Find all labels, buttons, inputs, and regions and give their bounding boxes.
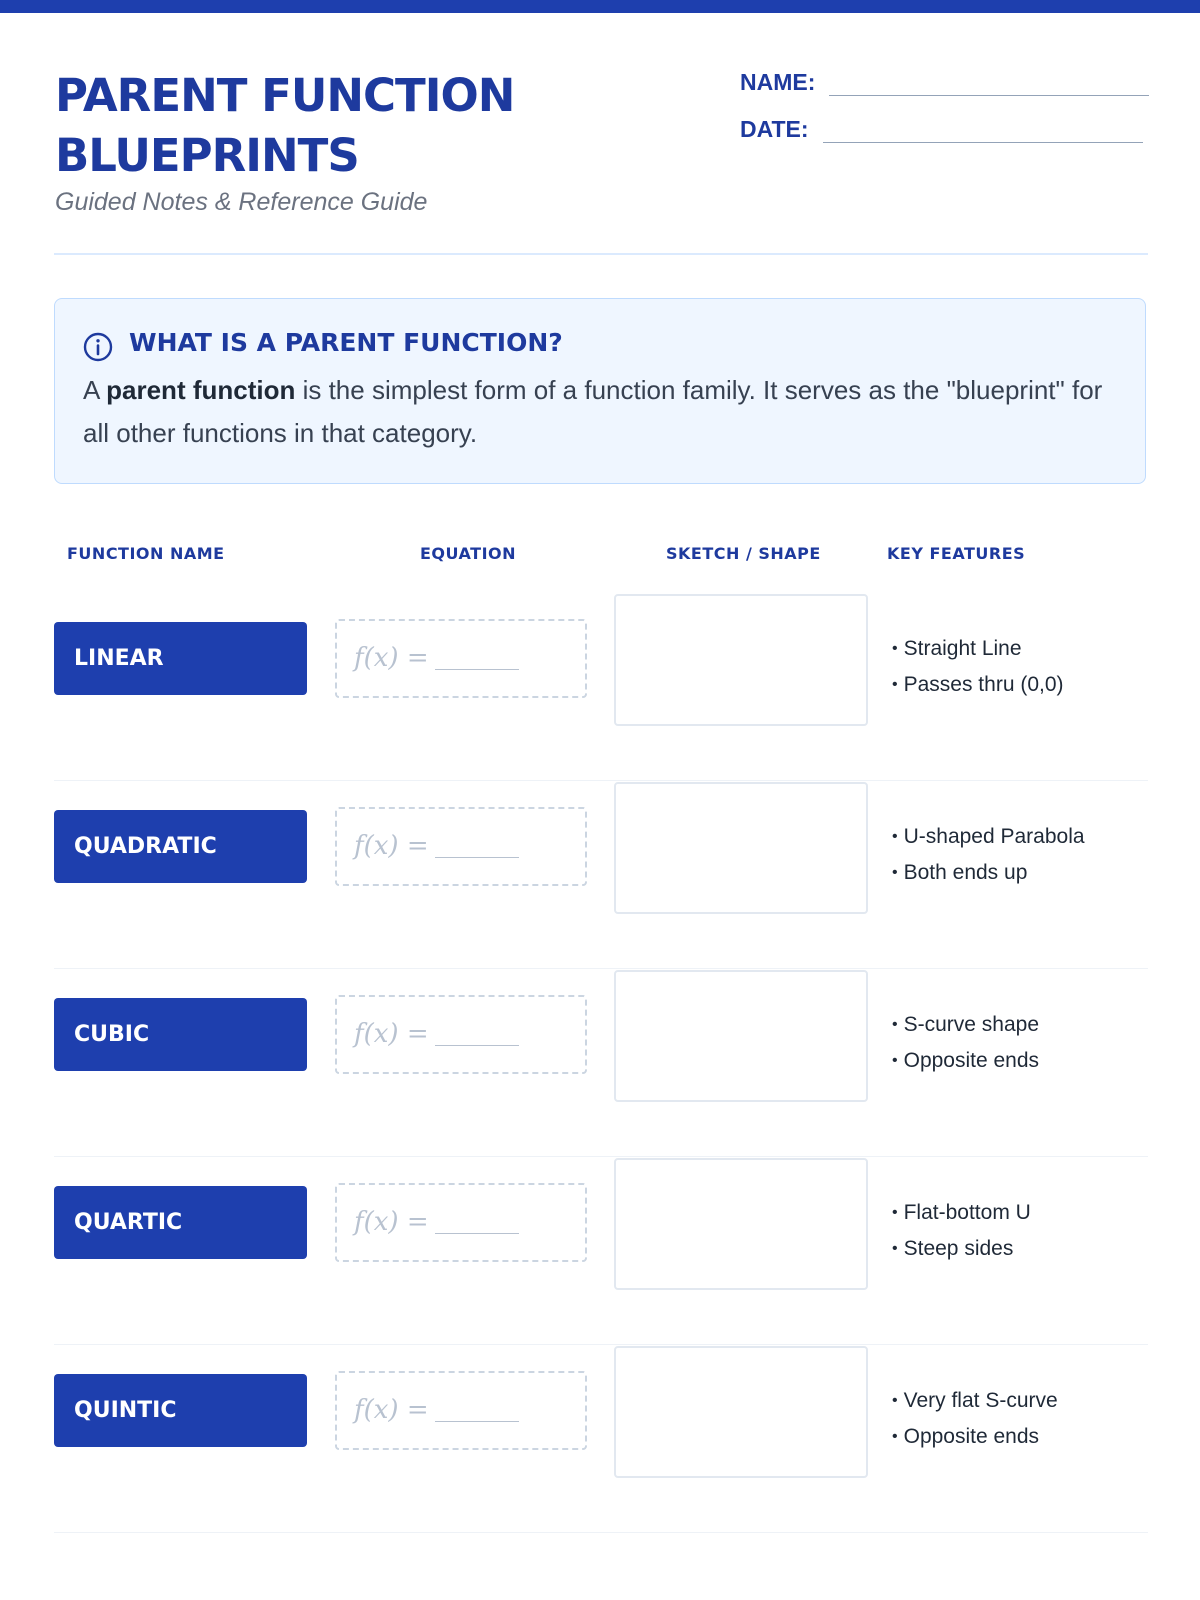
equation-blank-box[interactable] xyxy=(335,807,587,886)
sketch-box[interactable] xyxy=(614,1346,868,1478)
key-features-list xyxy=(892,1196,1031,1268)
equation-blank-line xyxy=(435,669,519,670)
key-features-list xyxy=(892,820,1085,892)
equation-blank-box[interactable] xyxy=(335,995,587,1074)
info-heading: WHAT IS A PARENT FUNCTION? xyxy=(129,328,563,357)
key-feature-item: • Opposite ends xyxy=(892,1044,1039,1080)
column-header-equation: EQUATION xyxy=(420,544,517,563)
column-header-sketch: SKETCH / SHAPE xyxy=(666,544,821,563)
key-features-list xyxy=(892,1384,1058,1456)
page-subtitle: Guided Notes & Reference Guide xyxy=(55,188,428,216)
column-header-key-features: KEY FEATURES xyxy=(887,544,1026,563)
equation-blank-line xyxy=(435,1233,519,1234)
name-label: NAME: xyxy=(740,69,816,95)
sketch-box[interactable] xyxy=(614,782,868,914)
top-accent-bar xyxy=(0,0,1200,13)
info-text-bold-term: parent function xyxy=(106,375,296,405)
key-feature-item: • U-shaped Parabola xyxy=(892,820,1085,856)
sketch-box[interactable] xyxy=(614,1158,868,1290)
column-header-function-name: FUNCTION NAME xyxy=(67,544,225,563)
equation-blank-box[interactable] xyxy=(335,1183,587,1262)
function-name-badge: QUARTIC xyxy=(54,1186,307,1259)
sketch-box[interactable] xyxy=(614,594,868,726)
info-text-start: A xyxy=(83,375,107,405)
key-feature-item: • Flat-bottom U xyxy=(892,1196,1031,1232)
equation-prompt: f(x) = xyxy=(354,1019,429,1049)
sketch-box[interactable] xyxy=(614,970,868,1102)
name-field xyxy=(740,68,1149,96)
table-row xyxy=(54,968,1148,1157)
key-feature-item: • Straight Line xyxy=(892,632,1064,668)
table-row xyxy=(54,780,1148,969)
page-title xyxy=(55,66,514,186)
page-title-line-1: PARENT FUNCTION xyxy=(55,69,515,122)
equation-blank-line xyxy=(435,857,519,858)
key-feature-item: • Steep sides xyxy=(892,1232,1031,1268)
page-title-line-2: BLUEPRINTS xyxy=(55,129,359,182)
table-row xyxy=(54,1156,1148,1345)
info-circle-icon xyxy=(83,332,113,362)
table-row xyxy=(54,1344,1148,1533)
key-feature-item: • S-curve shape xyxy=(892,1008,1039,1044)
key-feature-item: • Very flat S-curve xyxy=(892,1384,1058,1420)
equation-prompt: f(x) = xyxy=(354,1207,429,1237)
equation-blank-box[interactable] xyxy=(335,1371,587,1450)
key-features-list xyxy=(892,1008,1039,1080)
date-label: DATE: xyxy=(740,116,809,142)
info-text-rest: is the simplest form of a function family. It serves as the "blueprint" for all other functions in that category. xyxy=(83,375,1103,448)
function-name-badge: QUADRATIC xyxy=(54,810,307,883)
key-features-list xyxy=(892,632,1064,704)
equation-blank-line xyxy=(435,1045,519,1046)
name-write-line[interactable] xyxy=(829,95,1149,96)
table-row xyxy=(54,592,1148,781)
date-field xyxy=(740,115,1143,143)
function-name-badge: CUBIC xyxy=(54,998,307,1071)
key-feature-item: • Opposite ends xyxy=(892,1420,1058,1456)
equation-blank-box[interactable] xyxy=(335,619,587,698)
key-feature-item: • Passes thru (0,0) xyxy=(892,668,1064,704)
equation-prompt: f(x) = xyxy=(354,831,429,861)
equation-prompt: f(x) = xyxy=(354,643,429,673)
header-divider xyxy=(54,253,1148,255)
equation-blank-line xyxy=(435,1421,519,1422)
info-callout xyxy=(54,298,1146,484)
key-feature-item: • Both ends up xyxy=(892,856,1085,892)
function-name-badge: LINEAR xyxy=(54,622,307,695)
equation-prompt: f(x) = xyxy=(354,1395,429,1425)
date-write-line[interactable] xyxy=(823,142,1143,143)
function-name-badge: QUINTIC xyxy=(54,1374,307,1447)
info-text xyxy=(83,369,1113,455)
